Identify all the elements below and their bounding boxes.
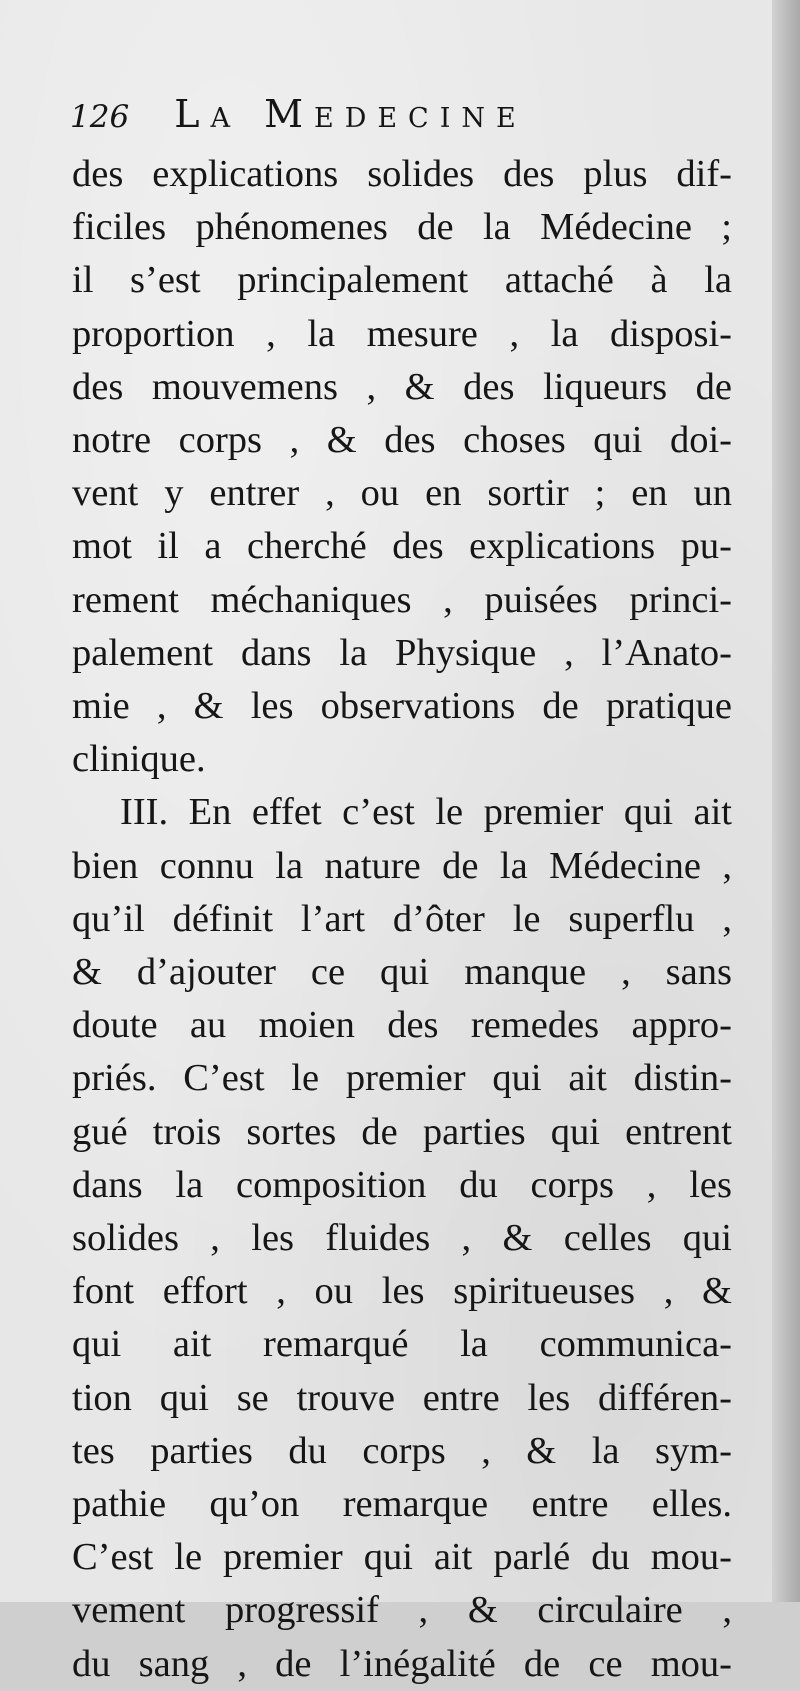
text-line: mot il a cherché des explications pu- <box>72 525 732 568</box>
text-line: des mouvemens , & des liqueurs de <box>72 365 732 408</box>
text-line: du sang , de l’inégalité de ce mou- <box>72 1642 732 1685</box>
text-line: qu’il définit l’art d’ôter le superflu , <box>72 897 732 940</box>
text-line: tes parties du corps , & la sym- <box>72 1429 732 1472</box>
text-line: il s’est principalement attaché à la <box>72 259 732 302</box>
page-edge-shadow <box>772 0 800 1602</box>
text-line: notre corps , & des choses qui doi- <box>72 419 732 462</box>
text-line: doute au moien des remedes appro- <box>72 1004 732 1047</box>
text-line: vent y entrer , ou en sortir ; en un <box>72 472 732 515</box>
paragraph-start-line: III. En effet c’est le premier qui ait <box>120 791 732 834</box>
text-line: ficiles phénomenes de la Médecine ; <box>72 206 732 249</box>
page-header <box>70 92 527 136</box>
text-line: gué trois sortes de parties qui entrent <box>72 1110 732 1153</box>
text-line: palement dans la Physique , l’Anato- <box>72 631 732 674</box>
text-line: qui ait remarqué la communica- <box>72 1323 732 1366</box>
text-line: pathie qu’on remarque entre elles. <box>72 1483 732 1526</box>
page-number: 126 <box>70 99 130 135</box>
text-line: proportion , la mesure , la disposi- <box>72 312 732 355</box>
running-title: La Medecine <box>174 92 527 136</box>
text-line: font effort , ou les spiritueuses , & <box>72 1270 732 1313</box>
text-line: des explications solides des plus dif- <box>72 153 732 195</box>
paragraph-end-line: clinique. <box>72 738 206 781</box>
text-line: C’est le premier qui ait parlé du mou- <box>72 1536 732 1579</box>
body-text <box>72 148 732 1691</box>
text-line: priés. C’est le premier qui ait distin- <box>72 1057 732 1100</box>
text-line: solides , les fluides , & celles qui <box>72 1217 732 1260</box>
text-line: vement progressif , & circulaire , <box>72 1589 732 1632</box>
text-line: rement méchaniques , puisées princi- <box>72 578 732 621</box>
text-line: mie , & les observations de pratique <box>72 685 732 728</box>
text-line: dans la composition du corps , les <box>72 1163 732 1206</box>
text-line: tion qui se trouve entre les différen- <box>72 1376 732 1419</box>
text-line: & d’ajouter ce qui manque , sans <box>72 951 732 994</box>
text-line: bien connu la nature de la Médecine , <box>72 844 732 887</box>
